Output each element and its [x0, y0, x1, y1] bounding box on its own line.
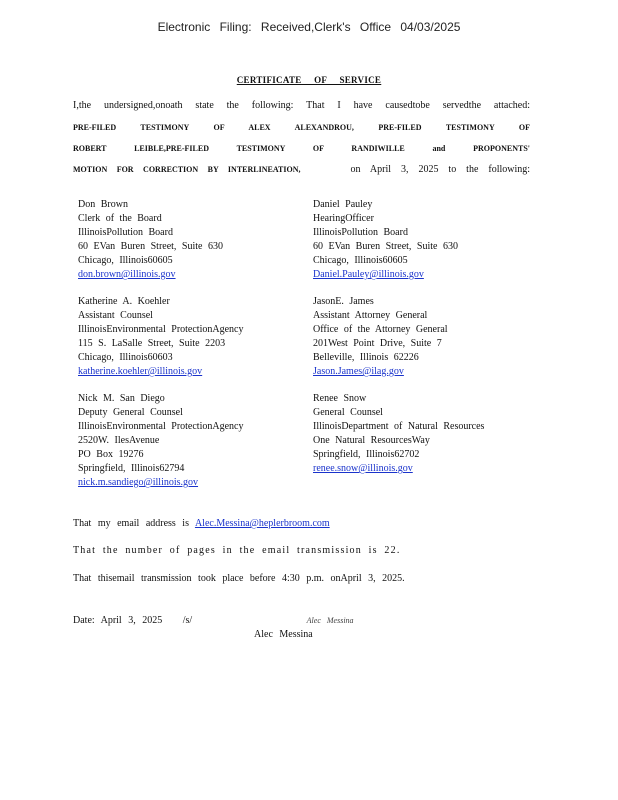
sender-email-link[interactable]: Alec.Messina@heplerbroom.com [194, 518, 330, 529]
recipient-block: JasonE. James Assistant Attorney General Office of the Attorney General 201West Point Drive, Suite 7 Belleville, Illinois 62226 Jason.James@ilag.gov [313, 296, 448, 377]
intro-line-4: MOTION FOR CORRECTION BY INTERLINEATION, on April 3, 2025 to the following: [73, 164, 531, 175]
intro-line-2: PRE-FILED TESTIMONY OF ALEX ALEXANDROU, PRE-FILED TESTIMONY OF [73, 123, 530, 132]
recipient-block: Katherine A. Koehler Assistant Counsel IllinoisEnvironmental ProtectionAgency 115 S. LaSalle Street, Suite 2203 Chicago, Illinois60603 katherine.koehler@illinois.gov [78, 296, 244, 377]
time-statement: That thisemail transmission took place before 4:30 p.m. onApril 3, 2025. [73, 573, 405, 584]
recipient-email-link[interactable]: katherine.koehler@illinois.gov [78, 366, 203, 377]
recipient-block: Don Brown Clerk of the Board IllinoisPollution Board 60 EVan Buren Street, Suite 630 Chicago, Illinois60605 don.brown@illinois.gov [78, 199, 223, 280]
pages-statement: That the number of pages in the email transmission is 22. [73, 545, 401, 556]
recipient-email-link[interactable]: Daniel.Pauley@illinois.gov [313, 269, 424, 280]
recipient-email-link[interactable]: nick.m.sandiego@illinois.gov [78, 477, 199, 488]
signature-date-line [73, 615, 354, 626]
document-title: CERTIFICATE OF SERVICE [236, 75, 382, 85]
signer-name: Alec Messina [254, 629, 313, 640]
signature-date: Date: April 3, 2025 [73, 615, 163, 626]
filing-header: Electronic Filing: Received,Clerk's Office 04/03/2025 [157, 20, 461, 34]
signature-slash-s: /s/ [182, 615, 193, 626]
recipient-block: Daniel Pauley HearingOfficer IllinoisPollution Board 60 EVan Buren Street, Suite 630 Chicago, Illinois60605 Daniel.Pauley@illinois.gov [313, 199, 458, 280]
recipient-email-link[interactable]: don.brown@illinois.gov [78, 269, 176, 280]
intro-line-1: I,the undersigned,onoath state the following: That I have causedtobe servedthe attached: [73, 100, 530, 111]
recipient-email-link[interactable]: renee.snow@illinois.gov [313, 463, 413, 474]
recipient-block: Renee Snow General Counsel IllinoisDepartment of Natural Resources One Natural ResourcesWay Springfield, Illinois62702 renee.snow@illinois.gov [313, 393, 485, 474]
intro-line-3: ROBERT LEIBLE,PRE-FILED TESTIMONY OF RANDIWILLE and PROPONENTS' [73, 144, 530, 153]
recipient-block: Nick M. San Diego Deputy General Counsel IllinoisEnvironmental ProtectionAgency 2520W. IlesAvenue PO Box 19276 Springfield, Illinois62794 nick.m.sandiego@illinois.gov [78, 393, 244, 488]
electronic-signature: Alec Messina [306, 616, 354, 625]
email-statement: That my email address is Alec.Messina@heplerbroom.com [73, 518, 330, 529]
recipient-email-link[interactable]: Jason.James@ilag.gov [313, 366, 404, 377]
